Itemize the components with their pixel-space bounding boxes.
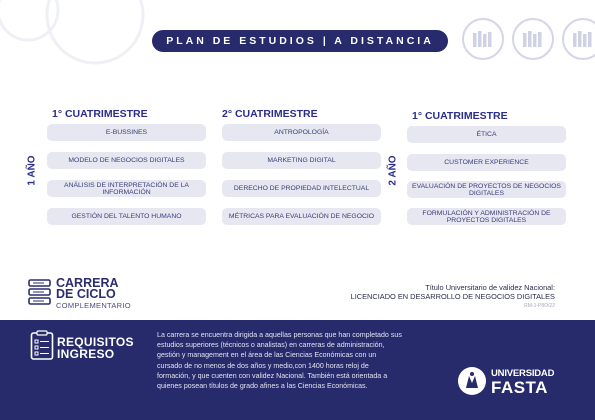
requirements-line-1: REQUISITOS: [57, 335, 134, 349]
subject-item: EVALUACIÓN DE PROYECTOS DE NEGOCIOS DIGITALES: [407, 181, 566, 198]
career-line-2: DE CICLO: [56, 287, 116, 301]
subject-item: ANÁLISIS DE INTERPRETACIÓN DE LA INFORMACIÓN: [47, 180, 206, 197]
badge-3: [562, 18, 595, 60]
requirements-heading: [57, 336, 134, 360]
logo-line-1: UNIVERSIDAD: [491, 367, 555, 379]
degree-label: Título Universitario de validez Nacional:: [425, 283, 555, 292]
year-2-label: 2 AÑO: [387, 155, 399, 186]
subject-item: DERECHO DE PROPIEDAD INTELECTUAL: [222, 180, 381, 197]
background-ring-decoration: [0, 0, 160, 90]
badge-1: [462, 18, 504, 60]
book-stack-icon: [522, 30, 544, 48]
book-stack-icon: [472, 30, 494, 48]
subject-item: CUSTOMER EXPERIENCE: [407, 154, 566, 171]
university-emblem-icon: [457, 366, 487, 396]
term-title-y2-t1: 1° CUATRIMESTRE: [412, 110, 508, 122]
page-title: PLAN DE ESTUDIOS | A DISTANCIA: [152, 30, 448, 52]
term-title-y1-t2: 2° CUATRIMESTRE: [222, 108, 318, 120]
career-type: [56, 278, 131, 310]
year-1-label: 1 AÑO: [26, 155, 38, 186]
career-subtitle: COMPLEMENTARIO: [56, 301, 131, 310]
subject-item: ANTROPOLOGÍA: [222, 124, 381, 141]
book-stack-icon: [572, 30, 594, 48]
badge-2: [512, 18, 554, 60]
career-line-1: CARRERA: [56, 276, 119, 290]
stacked-books-icon: [28, 278, 52, 306]
degree-name: LICENCIADO EN DESARROLLO DE NEGOCIOS DIGITALES: [350, 292, 555, 301]
degree-title-block: [351, 283, 555, 309]
term-title-y1-t1: 1° CUATRIMESTRE: [52, 108, 148, 120]
requirements-body: La carrera se encuentra dirigida a aquellas personas que han completado sus estudios superiores (técnicos o analistas) en carreras de administración, gestión y management en el área de las Ciencias Económicas con un cursado de no menos de dos años y medio,con 1400 horas reloj de formación, y que cuenten con validez Nacional. También está orientada a quienes posean títulos de grado afines a las Ciencias Económicas.: [157, 331, 402, 391]
requirements-line-2: INGRESO: [57, 347, 115, 361]
checklist-icon: [30, 330, 54, 360]
university-logo: [457, 366, 554, 396]
subject-item: MODELO DE NEGOCIOS DIGITALES: [47, 152, 206, 169]
subject-item: ÉTICA: [407, 126, 566, 143]
subject-item: MÉTRICAS PARA EVALUACIÓN DE NEGOCIO: [222, 208, 381, 225]
subject-item: FORMULACIÓN Y ADMINISTRACIÓN DE PROYECTOS DIGITALES: [407, 208, 566, 225]
subject-item: GESTIÓN DEL TALENTO HUMANO: [47, 208, 206, 225]
subject-item: E-BUSSINES: [47, 124, 206, 141]
subject-item: MARKETING DIGITAL: [222, 152, 381, 169]
logo-line-2: FASTA: [491, 377, 548, 397]
resolution-code: RM-1-P8O/22: [524, 303, 555, 309]
